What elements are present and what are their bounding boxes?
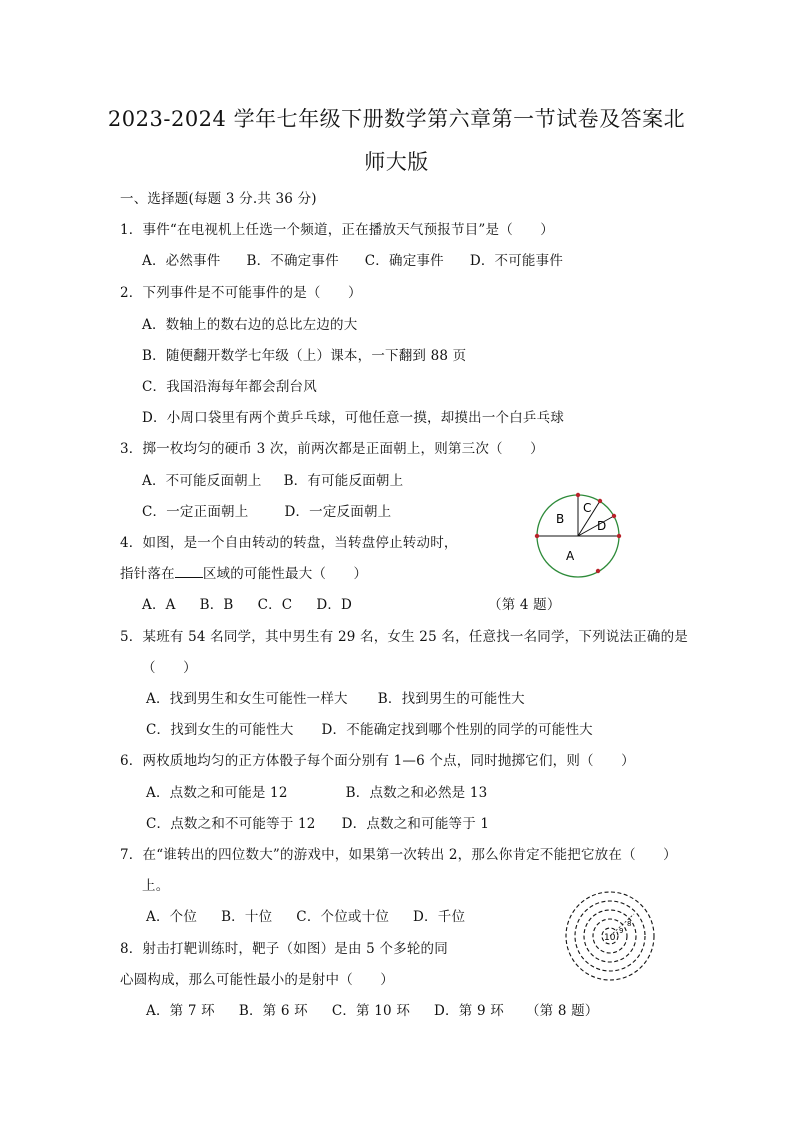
spinner-dot [598,499,602,503]
q3-options-row1 [142,469,403,489]
q8-option-d: D．第 9 环 [434,1003,504,1019]
ring-10-label: 10 [604,933,616,943]
q5-option-b: B．找到男生的可能性大 [377,691,525,707]
q8-stem: 8．射击打靶训练时，靶子（如图）是由 5 个多轮的同 [120,941,448,957]
q2-option-a: A．数轴上的数右边的总比左边的大 [142,317,358,333]
region-b-label: B [556,512,565,526]
q7-option-b: B．十位 [221,909,273,925]
q4-stem: 4．如图，是一个自由转动的转盘，当转盘停止转动时， [120,535,458,551]
page-title: 2023-2024 学年七年级下册数学第六章第一节试卷及答案北 [107,107,686,131]
q8-option-c: C．第 10 环 [331,1003,411,1019]
q1-option-d: D．不可能事件 [469,253,564,269]
region-a-label: A [566,549,575,563]
ring-9-label: 9 [619,927,624,935]
q5-options-row1 [146,687,525,707]
q6-option-b: B．点数之和必然是 13 [345,785,488,801]
q4-option-a: A．A [142,597,176,613]
q7-stem: 7．在“谁转出的四位数大”的游戏中，如果第一次转出 2，那么你肯定不能把它放在（ ） [120,847,677,863]
q2-option-b: B．随便翻开数学七年级（上）课本，一下翻到 88 页 [142,348,467,364]
page-title-cont: 师大版 [364,150,429,174]
q3-stem: 3．掷一枚均匀的硬币 3 次，前两次都是正面朝上，则第三次（ ） [120,441,544,457]
q5-stem-cont: （ ） [142,660,197,676]
region-c-label: C [583,501,592,515]
q8-option-a: A．第 7 环 [146,1003,215,1019]
q4-option-d: D．D [316,597,353,613]
q4-option-b: B．B [199,597,234,613]
q8-options [146,999,599,1019]
q5-stem: 5．某班有 54 名同学，其中男生有 29 名，女生 25 名，任意找一名同学，下列说法正确的是 [120,629,688,645]
q6-stem: 6．两枚质地均匀的正方体骰子每个面分别有 1—6 个点，同时抛掷它们，则（ ） [120,753,635,769]
q5-options-row2 [146,718,593,738]
q1-option-b: B．不确定事件 [246,253,339,269]
section-heading: 一、选择题(每题 3 分.共 36 分) [120,191,317,207]
spinner-figure [530,488,626,584]
q3-option-d: D．一定反面朝上 [284,504,392,520]
q7-option-a: A．个位 [146,909,198,925]
ring-8-label: 8 [627,920,632,928]
spinner-dot [576,493,580,497]
q4-options [142,593,352,613]
q2-option-d: D．小周口袋里有两个黄乒乓球，可他任意一摸，却摸出一个白乒乓球 [142,410,565,426]
q6-option-a: A．点数之和可能是 12 [146,785,288,801]
q4-stem-cont [120,562,367,582]
q7-option-c: C．个位或十位 [296,909,390,925]
q7-options [146,905,465,925]
spinner-dot [596,569,600,573]
answer-blank [175,576,203,578]
q7-stem-cont: 上。 [142,878,170,894]
spinner-dot [617,534,621,538]
q1-option-c: C．确定事件 [364,253,444,269]
q6-options-row2 [146,812,489,832]
q6-option-c: C．点数之和不可能等于 12 [146,816,316,832]
q6-option-d: D．点数之和可能等于 1 [341,816,490,832]
region-d-label: D [597,519,607,533]
q8-caption: （第 8 题） [525,1003,599,1019]
spinner-radius-d [578,516,614,536]
q2-stem: 2．下列事件是不可能事件的是（ ） [120,285,362,301]
q3-options-row2 [142,500,391,520]
q5-option-d: D．不能确定找到哪个性别的同学的可能性大 [321,722,593,738]
q3-option-b: B．有可能反面朝上 [283,473,404,489]
q3-option-a: A．不可能反面朝上 [142,473,262,489]
q4-stem-pre: 指针落在 [120,566,175,582]
target-figure [562,888,658,984]
q1-options [142,249,563,269]
q1-stem: 1．事件“在电视机上任选一个频道，正在播放天气预报节目”是（ ） [120,222,554,238]
q5-option-c: C．找到女生的可能性大 [146,722,294,738]
q4-stem-post: 区域的可能性最大（ ） [202,566,368,582]
q4-caption: （第 4 题） [488,597,561,613]
spinner-dot [612,514,616,518]
spinner-dot [535,534,539,538]
q7-option-d: D．千位 [413,909,466,925]
q6-options-row1 [146,781,487,801]
q2-option-c: C．我国沿海每年都会刮台风 [142,379,317,395]
q3-option-c: C．一定正面朝上 [142,504,249,520]
q4-option-c: C．C [257,597,293,613]
q5-option-a: A．找到男生和女生可能性一样大 [146,691,348,707]
q1-option-a: A．必然事件 [142,253,221,269]
q8-option-b: B．第 6 环 [238,1003,308,1019]
q8-stem-cont: 心圆构成，那么可能性最小的是射中（ ） [120,972,394,988]
